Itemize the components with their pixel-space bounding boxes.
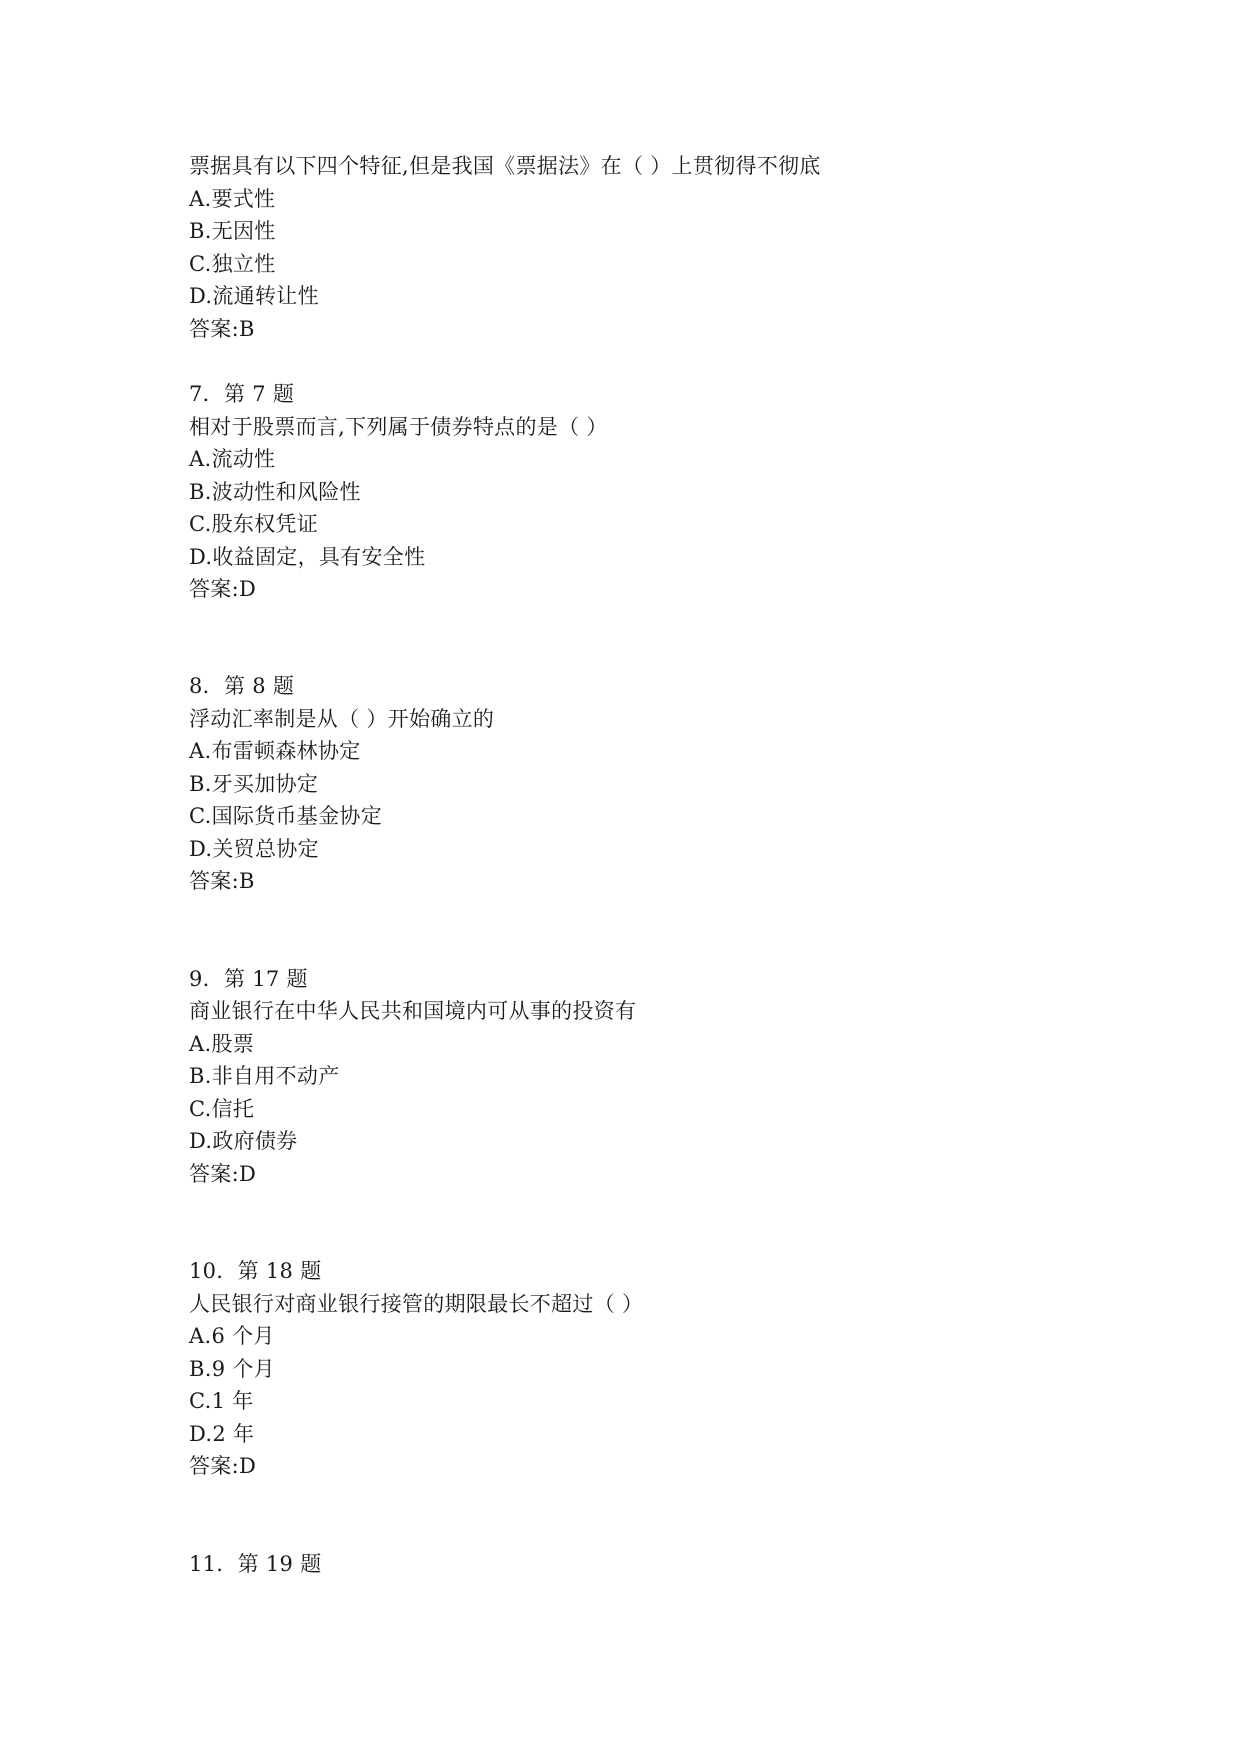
question-8-option-c: C.国际货币基金协定 [189,804,382,828]
question-7-option-a: A.流动性 [189,447,276,471]
question-10-option-c: C.1 年 [189,1389,254,1413]
question-6-text: 票据具有以下四个特征,但是我国《票据法》在（ ）上贯彻得不彻底 [189,154,821,178]
question-8-option-a: A.布雷顿森林协定 [189,739,361,763]
question-8-option-b: B.牙买加协定 [189,772,319,796]
question-7-heading: 7．第 7 题 [189,382,295,406]
question-9-option-a: A.股票 [189,1032,255,1056]
question-6-option-a: A.要式性 [189,187,276,211]
question-8-text: 浮动汇率制是从（ ）开始确立的 [189,707,495,731]
question-7-option-d: D.收益固定，具有安全性 [189,545,426,569]
question-10-heading: 10．第 18 题 [189,1259,322,1283]
question-10-option-d: D.2 年 [189,1422,255,1446]
question-7-text: 相对于股票而言,下列属于债券特点的是（ ） [189,415,608,439]
question-6-answer: 答案:B [189,317,255,341]
question-9-heading: 9．第 17 题 [189,967,308,991]
question-9-answer: 答案:D [189,1162,257,1186]
question-10-option-b: B.9 个月 [189,1357,275,1381]
question-9-text: 商业银行在中华人民共和国境内可从事的投资有 [189,999,637,1023]
question-11-heading: 11．第 19 题 [189,1552,322,1576]
question-8-option-d: D.关贸总协定 [189,837,319,861]
question-10-answer: 答案:D [189,1454,257,1478]
question-6-option-c: C.独立性 [189,252,276,276]
question-9-option-c: C.信托 [189,1097,255,1121]
question-8-answer: 答案:B [189,869,255,893]
question-7-option-c: C.股东权凭证 [189,512,319,536]
question-7-option-b: B.波动性和风险性 [189,480,361,504]
question-9-option-d: D.政府债券 [189,1129,298,1153]
question-10-option-a: A.6 个月 [189,1324,275,1348]
question-7-answer: 答案:D [189,577,257,601]
question-10-text: 人民银行对商业银行接管的期限最长不超过（ ） [189,1292,644,1316]
question-9-option-b: B.非自用不动产 [189,1064,340,1088]
question-8-heading: 8．第 8 题 [189,674,295,698]
question-6-option-d: D.流通转让性 [189,284,319,308]
question-6-option-b: B.无因性 [189,219,276,243]
